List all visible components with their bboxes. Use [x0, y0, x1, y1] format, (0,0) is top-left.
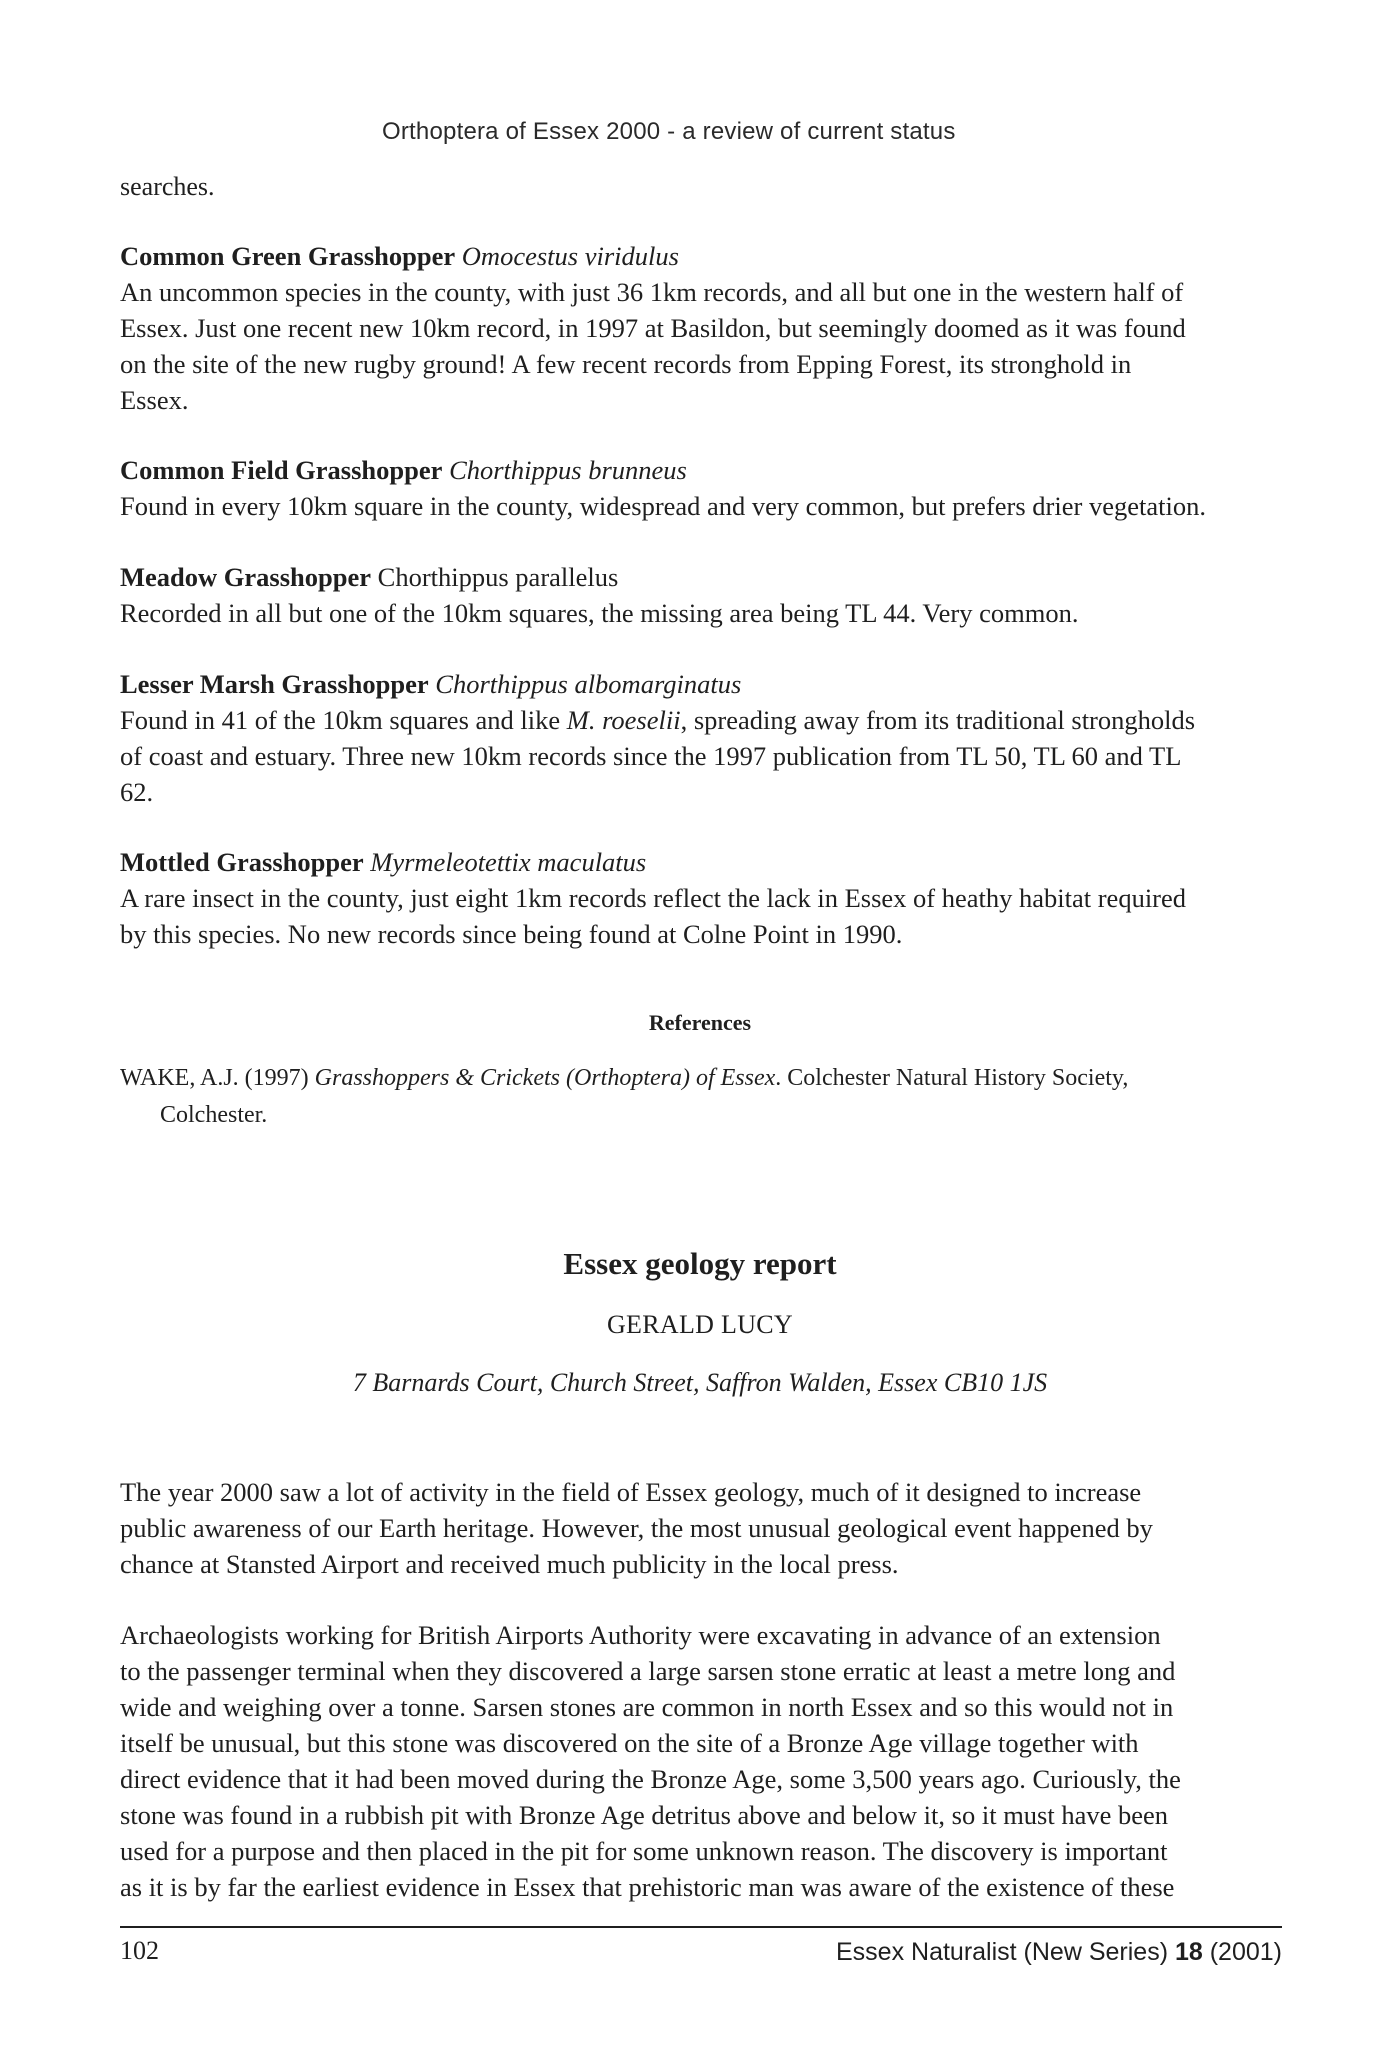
entry-line: of coast and estuary. Three new 10km records since the 1997 publication from TL 50, TL 60 and TL [120, 741, 1182, 771]
common-name: Meadow Grasshopper [120, 562, 372, 592]
species-entry [120, 452, 1282, 524]
species-entry [120, 238, 1282, 418]
entry-line: 62. [120, 777, 154, 807]
latin-name: Chorthippus brunneus [449, 455, 687, 485]
common-name: Lesser Marsh Grasshopper [120, 669, 429, 699]
article-title: Essex geology report [563, 1246, 837, 1281]
paragraph-line: as it is by far the earliest evidence in Essex that prehistoric man was aware of the existence of these [120, 1872, 1175, 1902]
footer-rule [120, 1926, 1282, 1928]
article-author: GERALD LUCY [606, 1310, 793, 1339]
reference-item [120, 1060, 1282, 1134]
paragraph-line: chance at Stansted Airport and received much publicity in the local press. [120, 1549, 899, 1579]
journal-citation [836, 1938, 1282, 1967]
journal-year: (2001) [1202, 1938, 1282, 1966]
entry-line: by this species. No new records since being found at Colne Point in 1990. [120, 919, 903, 949]
reference-authors: WAKE, A.J. (1997) [120, 1065, 315, 1091]
article-paragraph [120, 1617, 1282, 1905]
running-header: Orthoptera of Essex 2000 - a review of current status [382, 118, 956, 145]
reference-place: Colchester. [160, 1102, 268, 1128]
paragraph-line: The year 2000 saw a lot of activity in the field of Essex geology, much of it designed to increase [120, 1477, 1142, 1507]
entry-line: A rare insect in the county, just eight 1km records reflect the lack in Essex of heathy habitat required [120, 883, 1187, 913]
species-entry [120, 559, 1282, 631]
paragraph-line: to the passenger terminal when they discovered a large sarsen stone erratic at least a metre long and [120, 1656, 1176, 1686]
latin-name: Chorthippus albomarginatus [435, 669, 742, 699]
reference-publisher: . Colchester Natural History Society, [775, 1065, 1129, 1091]
journal-name: Essex Naturalist (New Series) [835, 1938, 1175, 1966]
author-address: 7 Barnards Court, Church Street, Saffron Walden, Essex CB10 1JS [352, 1368, 1048, 1397]
entry-line: on the site of the new rugby ground! A few recent records from Epping Forest, its stronghold in [120, 349, 1132, 379]
references-heading: References [648, 1010, 752, 1035]
entry-title [120, 452, 1282, 488]
species-entry [120, 844, 1282, 952]
species-ref: M. roeselii [566, 705, 681, 735]
paragraph-line: used for a purpose and then placed in the pit for some unknown reason. The discovery is important [120, 1836, 1168, 1866]
entry-title [120, 666, 1282, 702]
article-paragraph [120, 1474, 1282, 1582]
entry-line: An uncommon species in the county, with just 36 1km records, and all but one in the western half of [120, 277, 1184, 307]
entry-line: Essex. Just one recent new 10km record, in 1997 at Basildon, but seemingly doomed as it was found [120, 313, 1186, 343]
latin-name: Myrmeleotettix maculatus [370, 847, 647, 877]
common-name: Mottled Grasshopper [120, 847, 364, 877]
entry-title [120, 238, 1282, 274]
paragraph-line: Archaeologists working for British Airports Authority were excavating in advance of an extension [120, 1620, 1161, 1650]
latin-name: Omocestus viridulus [461, 241, 679, 271]
common-name: Common Green Grasshopper [120, 241, 456, 271]
common-name: Common Field Grasshopper [120, 455, 443, 485]
continuation-text: searches. [120, 172, 215, 201]
paragraph-line: stone was found in a rubbish pit with Bronze Age detritus above and below it, so it must have been [120, 1800, 1169, 1830]
page-number: 102 [120, 1936, 159, 1965]
paragraph-line: wide and weighing over a tonne. Sarsen stones are common in north Essex and so this would not in [120, 1692, 1174, 1722]
paragraph-line: direct evidence that it had been moved during the Bronze Age, some 3,500 years ago. Curiously, the [120, 1764, 1181, 1794]
entry-line: Essex. [120, 385, 189, 415]
entry-line: Found in every 10km square in the county, widespread and very common, but prefers drier vegetation. [120, 491, 1206, 521]
species-entry [120, 666, 1282, 810]
journal-volume: 18 [1174, 1938, 1203, 1966]
paragraph-line: itself be unusual, but this stone was discovered on the site of a Bronze Age village together with [120, 1728, 1139, 1758]
entry-line-rest: , spreading away from its traditional strongholds [680, 705, 1196, 735]
entry-line-start: Found in 41 of the 10km squares and like [120, 705, 561, 735]
entry-title [120, 559, 1282, 595]
entry-line: Recorded in all but one of the 10km squares, the missing area being TL 44. Very common. [120, 598, 1079, 628]
latin-name: Chorthippus parallelus [377, 562, 619, 592]
reference-title: Grasshoppers & Crickets (Orthoptera) of Essex [314, 1065, 776, 1091]
entry-line [120, 702, 1282, 738]
paragraph-line: public awareness of our Earth heritage. However, the most unusual geological event happened by [120, 1513, 1153, 1543]
entry-title [120, 844, 1282, 880]
